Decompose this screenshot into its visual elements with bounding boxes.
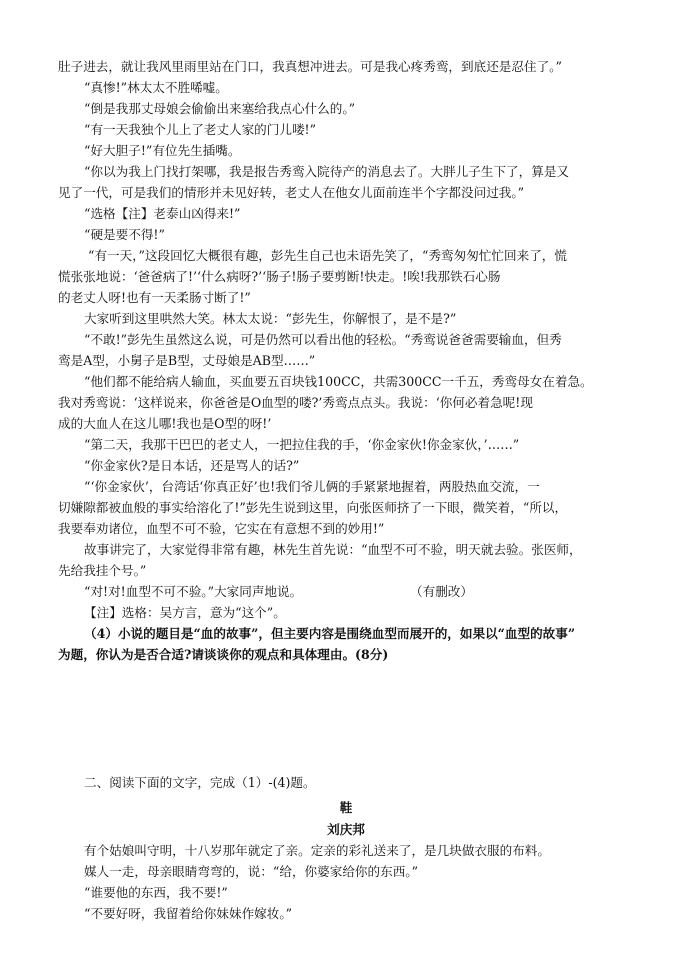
passage-line: 鸾是A型，小舅子是B型，丈母娘是AB型……” <box>58 353 316 368</box>
passage-line: 切嫌隙都被血般的事实给溶化了!”彭先生说到这里，向张医师挤了一下眼，微笑着，“所以， <box>58 500 568 515</box>
passage-line: “第二天，我那干巴巴的老丈人，一把拉住我的手，‘你金家伙!你金家伙，’……” <box>84 437 520 452</box>
story-title: 鞋 <box>339 800 353 815</box>
section-2-heading: 二、阅读下面的文字，完成（1）-(4)题。 <box>84 775 316 790</box>
passage-line: “有一天我独个儿上了老丈人家的门儿喽!” <box>84 122 317 137</box>
passage-line: “不敢!”彭先生虽然这么说，可是仍然可以看出他的轻松。“秀鸾说爸爸需要输血，但秀 <box>84 332 562 347</box>
passage-line: “你金家伙?是日本话，还是骂人的话?” <box>84 458 300 473</box>
passage-line: “选格【注】老泰山凶得来!” <box>84 206 241 221</box>
question-4-line: 为题，你认为是否合适?请谈谈你的观点和具体理由。(8分) <box>58 647 389 662</box>
answer-area[interactable] <box>58 668 634 768</box>
passage-line: “你以为我上门找打架哪，我是报告秀鸾入院待产的消息去了。大胖儿子生下了，算是又 <box>84 164 570 179</box>
passage-line: “好大胆子!”有位先生插嘴。 <box>84 143 241 158</box>
passage-line: 见了一代，可是我们的情形并未见好转，老丈人在他女儿面前连半个字都没问过我。” <box>58 185 525 200</box>
story-line: “不要好呀，我留着给你妹妹作嫁妆。” <box>84 906 293 921</box>
passage-line: “‘你金家伙’，台湾话‘你真正好’也!我们爷儿俩的手紧紧地握着，两股热血交流，一 <box>84 479 540 494</box>
passage-line: 先给我挂个号。” <box>58 563 147 578</box>
passage-line: 成的大血人在这儿哪!我也是O型的呀!’ <box>58 416 272 431</box>
passage-line: 我对秀鸾说：‘这样说来，你爸爸是O血型的喽?’秀鸾点点头。我说：‘你何必着急呢!现 <box>58 395 533 410</box>
passage-line: “对!对!血型不可不验。”大家同声地说。 （有删改） <box>84 584 473 599</box>
passage-line: 大家听到这里哄然大笑。林太太说：“彭先生，你解恨了，是不是?” <box>84 311 457 326</box>
passage-line: “倒是我那丈母娘会偷偷出来塞给我点心什么的。” <box>84 101 356 116</box>
source-note: （有删改） <box>410 584 473 599</box>
passage-line: 慌张张地说：‘爸爸病了!’‘什么病呀?’‘肠子!肠子要剪断!快走。!唉!我那铁石心肠 <box>58 269 501 284</box>
passage-line: “他们都不能给病人输血，买血要五百块钱100CC，共需300CC一千五，秀鸾母女在着急。 <box>84 374 593 389</box>
passage-line: “真惨!”林太太不胜唏嘘。 <box>84 80 228 95</box>
story-line: 有个姑娘叫守明，十八岁那年就定了亲。定亲的彩礼送来了，是几块做衣服的布料。 <box>84 843 550 858</box>
passage-line: 的老丈人呀!也有一天柔肠寸断了!” <box>58 290 251 305</box>
passage-line: “硬是要不得!” <box>84 227 165 242</box>
passage-line: 肚子进去，就让我风里雨里站在门口，我真想冲进去。可是我心疼秀鸾，到底还是忍住了。” <box>58 59 562 74</box>
annotation-line: 【注】选格：吴方言，意为“这个”。 <box>84 605 286 620</box>
story-line: “谁要他的东西，我不要!” <box>84 885 228 900</box>
passage-line: “有一天，”这段回忆大概很有趣，彭先生自己也未语先笑了，“秀鸾匆匆忙忙回来了，慌 <box>88 248 567 263</box>
story-author: 刘庆邦 <box>327 822 365 837</box>
passage-line: 故事讲完了，大家觉得非常有趣，林先生首先说：“血型不可不验，明天就去验。张医师， <box>84 542 582 557</box>
question-4-line: （4）小说的题目是“血的故事”，但主要内容是围绕血型而展开的，如果以“血型的故事” <box>84 626 576 641</box>
passage-line: 我要奉劝诸位，血型不可不验，它实在有意想不到的妙用!” <box>58 521 385 536</box>
story-line: 媒人一走，母亲眼睛弯弯的，说：“给，你婆家给你的东西。” <box>84 864 419 879</box>
